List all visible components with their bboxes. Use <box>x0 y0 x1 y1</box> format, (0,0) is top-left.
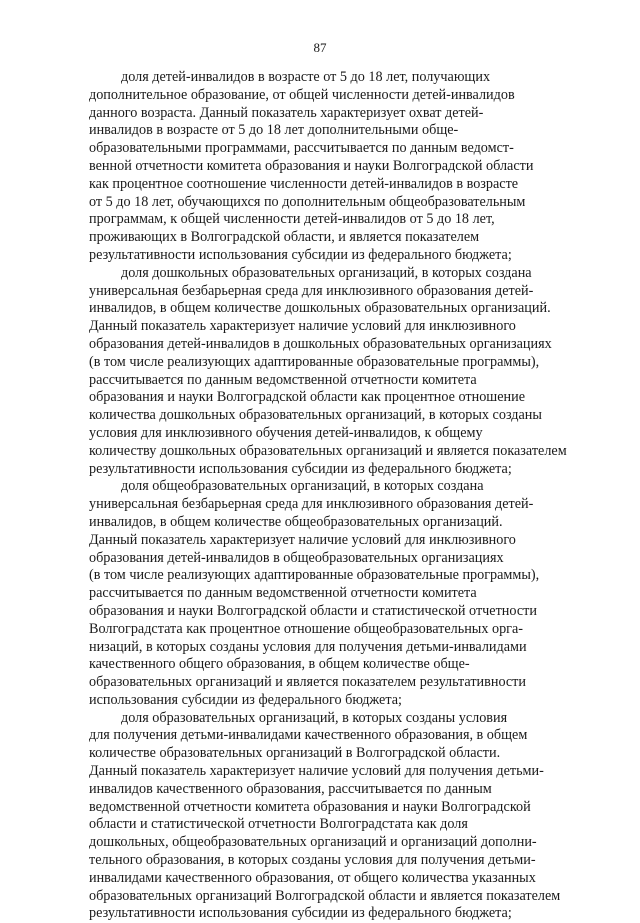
text-line: инвалидами качественного образования, от общего количества указанных <box>89 869 536 886</box>
text-line: инвалидов в возрасте от 5 до 18 лет дополнительными обще- <box>89 122 459 139</box>
text-line: инвалидов, в общем количестве общеобразовательных организаций. <box>89 513 503 530</box>
text-line: образования детей-инвалидов в общеобразовательных организациях <box>89 549 504 566</box>
text-line: образования и науки Волгоградской области как процентное отношение <box>89 389 526 406</box>
text-line: (в том числе реализующих адаптированные образовательные программы), <box>89 353 540 370</box>
text-line: дополнительное образование, от общей численности детей-инвалидов <box>89 86 515 103</box>
text-line: инвалидов, в общем количестве дошкольных образовательных организаций. <box>89 300 551 317</box>
text-line: доля детей-инвалидов в возрасте от 5 до 18 лет, получающих <box>121 69 491 85</box>
text-line: результативности использования субсидии из федерального бюджета; <box>89 460 512 477</box>
text-line: образовательных организаций и является показателем результативности <box>89 674 526 691</box>
text-line: ведомственной отчетности комитета образования и науки Волгоградской <box>89 798 531 815</box>
text-line: тельного образования, в которых созданы условия для получения детьми- <box>89 852 536 869</box>
text-line: данного возраста. Данный показатель характеризует охват детей- <box>89 104 484 121</box>
text-line: рассчитывается по данным ведомственной отчетности комитета <box>89 585 477 602</box>
text-line: Волгоградстата как процентное отношение общеобразовательных орга- <box>89 620 524 637</box>
text-line: доля общеобразовательных организаций, в которых создана <box>121 478 484 495</box>
text-line: области и статистической отчетности Волгоградстата как доля <box>89 816 468 833</box>
text-line: качественного общего образования, в общем количестве обще- <box>89 656 470 673</box>
text-line: Данный показатель характеризует наличие условий для инклюзивного <box>89 531 516 548</box>
text-line: универсальная безбарьерная среда для инклюзивного образования детей- <box>89 496 534 513</box>
text-line: образования детей-инвалидов в дошкольных образовательных организациях <box>89 335 552 352</box>
text-line: проживающих в Волгоградской области, и является показателем <box>89 229 480 246</box>
page-number: 87 <box>313 40 327 55</box>
text-line: рассчитывается по данным ведомственной отчетности комитета <box>89 371 477 388</box>
text-line: низаций, в которых созданы условия для получения детьми-инвалидами <box>89 638 527 655</box>
text-line: доля образовательных организаций, в которых созданы условия <box>121 709 508 726</box>
text-line: Данный показатель характеризует наличие условий для инклюзивного <box>89 318 516 335</box>
text-line: образовательных организаций Волгоградской области и является показателем <box>89 887 561 904</box>
text-line: количества дошкольных образовательных организаций, в которых созданы <box>89 407 542 424</box>
text-line: для получения детьми-инвалидами качественного образования, в общем <box>89 727 528 744</box>
text-line: (в том числе реализующих адаптированные образовательные программы), <box>89 567 540 584</box>
text-line: использования субсидии из федерального бюджета; <box>89 691 402 708</box>
paragraph-3 <box>89 478 577 709</box>
text-line: результативности использования субсидии из федерального бюджета; <box>89 905 512 922</box>
text-line: дошкольных, общеобразовательных организаций и организаций дополни- <box>89 834 537 851</box>
text-line: условия для инклюзивного обучения детей-инвалидов, к общему <box>89 424 483 441</box>
text-line: доля дошкольных образовательных организаций, в которых создана <box>121 264 532 281</box>
text-line: образовательными программами, рассчитывается по данным ведомст- <box>89 140 514 157</box>
text-line: универсальная безбарьерная среда для инклюзивного образования детей- <box>89 282 534 299</box>
text-line: программам, к общей численности детей-инвалидов от 5 до 18 лет, <box>89 211 495 228</box>
text-line: инвалидов качественного образования, рассчитывается по данным <box>89 780 492 797</box>
paragraph-1 <box>89 69 577 265</box>
paragraph-4 <box>89 710 577 923</box>
document-body <box>89 69 577 923</box>
text-line: результативности использования субсидии из федерального бюджета; <box>89 246 512 263</box>
text-line: Данный показатель характеризует наличие условий для получения детьми- <box>89 763 544 780</box>
text-line: венной отчетности комитета образования и науки Волгоградской области <box>89 157 534 174</box>
text-line: от 5 до 18 лет, обучающихся по дополнительным общеобразовательным <box>89 193 526 210</box>
paragraph-2 <box>89 265 577 479</box>
text-line: образования и науки Волгоградской области и статистической отчетности <box>89 602 537 619</box>
text-line: количеству дошкольных образовательных организаций и является показателем <box>89 442 567 459</box>
text-line: количестве образовательных организаций в Волгоградской области. <box>89 745 501 762</box>
text-line: как процентное соотношение численности детей-инвалидов в возрасте <box>89 175 519 192</box>
